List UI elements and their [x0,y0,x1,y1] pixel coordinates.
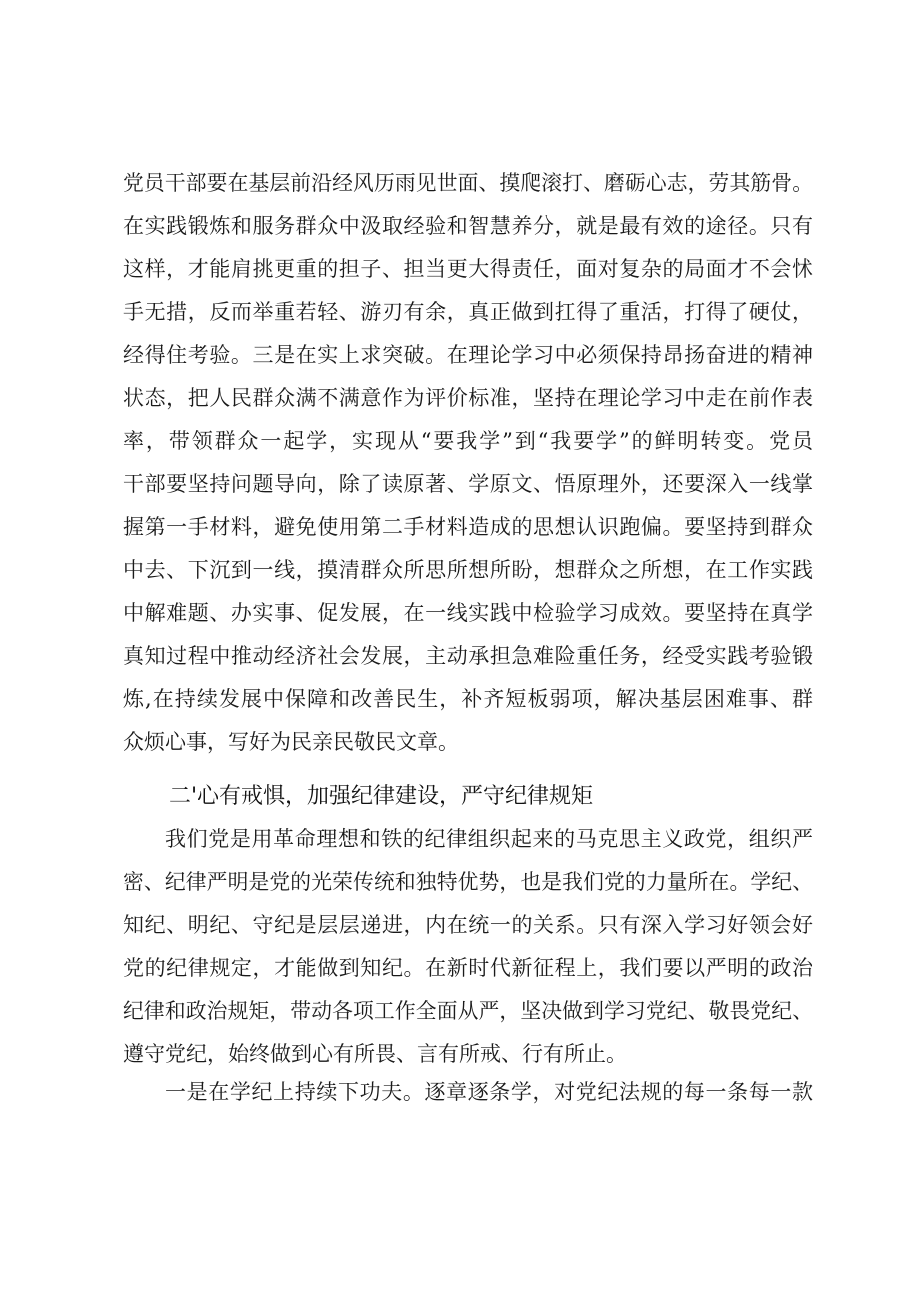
text-line: 干部要坚持问题导向，除了读原著、学原文、悟原理外，还要深入一线掌 [123,472,813,496]
text-line: 纪律和政治规矩，带动各项工作全面从严，坚决做到学习党纪、敬畏党纪、 [123,999,813,1023]
paragraph-3 [123,1071,813,1114]
text-line: 经得住考验。三是在实上求突破。在理论学习中必须保持昂扬奋进的精神 [123,343,813,367]
text-line: 密、纪律严明是党的光荣传统和独特优势，也是我们党的力量所在。学纪、 [123,870,813,894]
paragraph-2 [123,818,813,1076]
text-line: 知纪、明纪、守纪是层层递进，内在统一的关系。只有深入学习好领会好 [123,913,813,937]
text-line: 众烦心事，写好为民亲民敬民文章。 [123,730,459,754]
section-heading: 二'心有戒惧，加强纪律建设，严守纪律规矩 [169,784,594,809]
text-line: 这样，才能肩挑更重的担子、担当更大得责任，面对复杂的局面才不会怵 [123,257,813,281]
text-line: 中去、下沉到一线，摸清群众所思所想所盼，想群众之所想，在工作实践 [123,558,813,582]
text-line: 在实践锻炼和服务群众中汲取经验和智慧养分，就是最有效的途径。只有 [123,214,813,238]
text-line: 状态，把人民群众满不满意作为评价标准，坚持在理论学习中走在前作表 [123,386,813,410]
text-line: 炼,在持续发展中保障和改善民生，补齐短板弱项，解决基层困难事、群 [123,687,813,711]
text-line: 一是在学纪上持续下功夫。逐章逐条学，对党纪法规的每一条每一款 [165,1080,813,1104]
text-line: 中解难题、办实事、促发展，在一线实践中检验学习成效。要坚持在真学 [123,601,813,625]
text-line: 党员干部要在基层前沿经风历雨见世面、摸爬滚打、磨砺心志，劳其筋骨。 [123,171,813,195]
text-line: 我们党是用革命理想和铁的纪律组织起来的马克思主义政党，组织严 [165,827,813,851]
text-line: 握第一手材料，避免使用第二手材料造成的思想认识跑偏。要坚持到群众 [123,515,813,539]
text-line: 率，带领群众一起学，实现从“要我学”到“我要学”的鲜明转变。党员 [123,429,813,453]
text-line: 遵守党纪，始终做到心有所畏、言有所戒、行有所止。 [123,1042,627,1066]
text-line: 党的纪律规定，才能做到知纪。在新时代新征程上，我们要以严明的政治 [123,956,813,980]
text-line: 真知过程中推动经济社会发展，主动承担急难险重任务，经受实践考验锻 [123,644,813,668]
paragraph-1 [123,162,813,764]
text-line: 手无措，反而举重若轻、游刃有余，真正做到扛得了重活，打得了硬仗， [123,300,813,324]
